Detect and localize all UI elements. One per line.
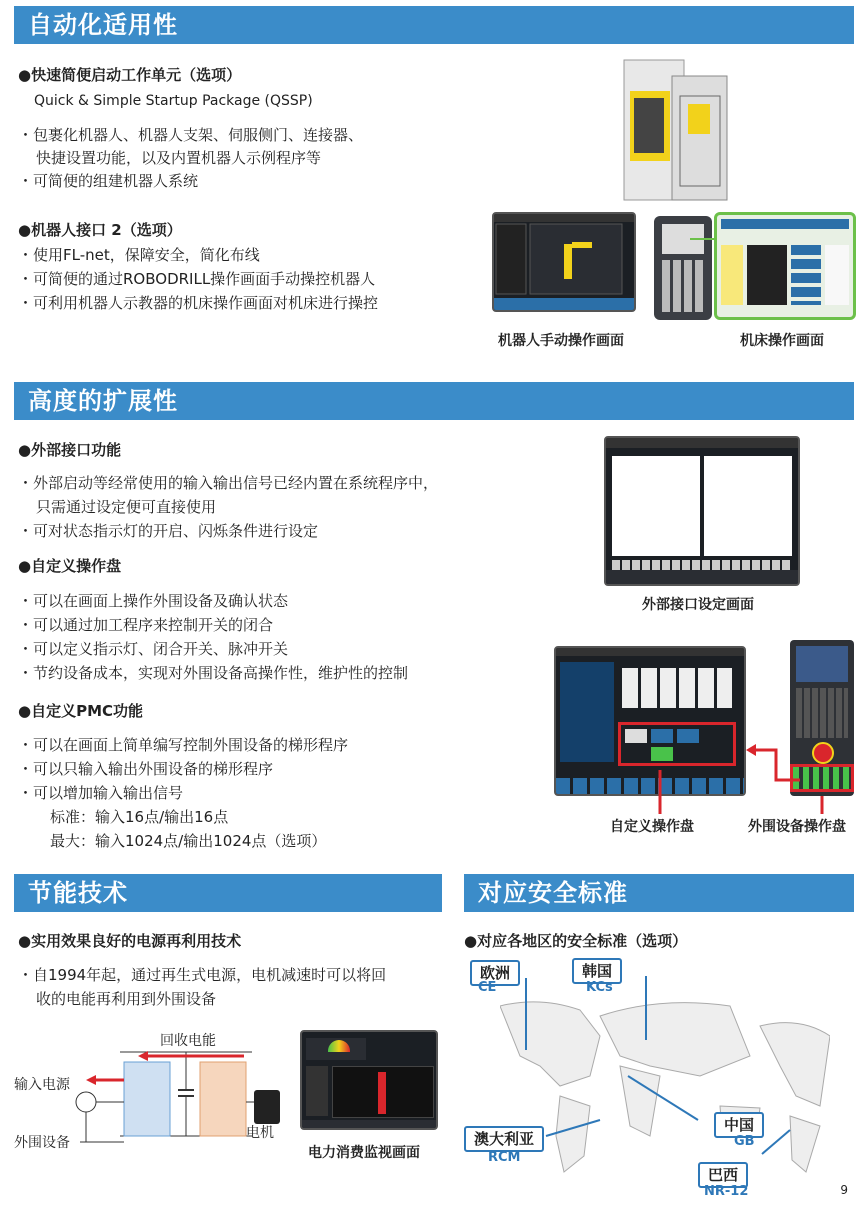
bullet: ・自1994年起，通过再生式电源，电机减速时可以将回 [18, 966, 387, 984]
region-tag: 欧洲 [470, 960, 520, 986]
region-tag: 中国 [714, 1112, 764, 1138]
robot-manual-screen [492, 212, 636, 312]
bullet: ・可以通过加工程序来控制开关的闭合 [18, 616, 274, 634]
section-title: 对应安全标准 [464, 874, 854, 912]
callout-arrows [560, 720, 860, 830]
bullet: ・可利用机器人示教器的机床操作画面对机床进行操控 [18, 294, 379, 312]
region-standard: CE [478, 980, 497, 995]
caption: 机床操作画面 [740, 333, 824, 349]
bullet: ・可以定义指示灯、闭合开关、脉冲开关 [18, 640, 289, 658]
label: 输入电源 [14, 1077, 70, 1093]
section-title: 高度的扩展性 [14, 382, 854, 420]
heading: ●自定义PMC功能 [18, 702, 144, 720]
label: 回收电能 [160, 1033, 216, 1049]
bullet: ・节约设备成本，实现对外围设备高操作性，维护性的控制 [18, 664, 409, 682]
power-monitor-screen [300, 1030, 438, 1130]
region-standard: KCs [586, 980, 613, 995]
section-title: 节能技术 [14, 874, 442, 912]
bullet: ・使用FL-net，保障安全，简化布线 [18, 246, 260, 264]
caption: 外部接口设定画面 [642, 597, 754, 613]
bullet: ・可简便的通过ROBODRILL操作画面手动操控机器人 [18, 270, 376, 288]
heading: ●机器人接口 2（选项） [18, 221, 182, 239]
caption: 自定义操作盘 [610, 819, 694, 835]
caption: 外围设备操作盘 [748, 819, 846, 835]
bullet: ・可对状态指示灯的开启、闪烁条件进行设定 [18, 522, 319, 540]
bullet: 收的电能再利用到外围设备 [36, 990, 217, 1008]
region-tag: 巴西 [698, 1162, 748, 1188]
region-tag: 韩国 [572, 958, 622, 984]
caption: 电力消费监视画面 [308, 1145, 420, 1161]
machine-operation-screen [714, 212, 856, 320]
bullet: 最大：输入1024点/输出1024点（选项） [50, 832, 327, 850]
bullet: 标准：输入16点/输出16点 [50, 808, 229, 826]
section-title: 自动化适用性 [14, 6, 854, 44]
bullet: ・可以在画面上操作外围设备及确认状态 [18, 592, 289, 610]
bullet: ・可简便的组建机器人系统 [18, 172, 199, 190]
callout-line [690, 238, 716, 240]
heading: ●实用效果良好的电源再利用技术 [18, 932, 242, 950]
heading: ●自定义操作盘 [18, 557, 122, 575]
bullet: ・包裹化机器人、机器人支架、伺服侧门、连接器、 [18, 126, 364, 144]
external-interface-screen [604, 436, 800, 586]
bullet: ・可以在画面上简单编写控制外围设备的梯形程序 [18, 736, 349, 754]
caption: 机器人手动操作画面 [498, 333, 624, 349]
label: 电机 [246, 1125, 274, 1141]
heading: ●外部接口功能 [18, 441, 122, 459]
bullet: 快捷设置功能，以及内置机器人示例程序等 [36, 149, 322, 167]
bullet: ・外部启动等经常使用的输入输出信号已经内置在系统程序中， [18, 474, 439, 492]
region-tag: 澳大利亚 [464, 1126, 544, 1152]
heading: ●快速简便启动工作单元（选项） [18, 66, 242, 84]
teach-pendant [654, 216, 712, 320]
bullet: ・可以增加输入输出信号 [18, 784, 184, 802]
heading: ●对应各地区的安全标准（选项） [464, 932, 688, 950]
page-number: 9 [840, 1183, 848, 1197]
bullet: ・可以只输入输出外围设备的梯形程序 [18, 760, 274, 778]
robot-cell-image [612, 56, 732, 206]
region-standard: NR-12 [704, 1184, 749, 1199]
region-standard: RCM [488, 1150, 521, 1165]
bullet: 只需通过设定便可直接使用 [36, 498, 217, 516]
subheading-en: Quick & Simple Startup Package (QSSP) [34, 93, 313, 109]
region-standard: GB [734, 1134, 755, 1149]
label: 外围设备 [14, 1135, 70, 1151]
